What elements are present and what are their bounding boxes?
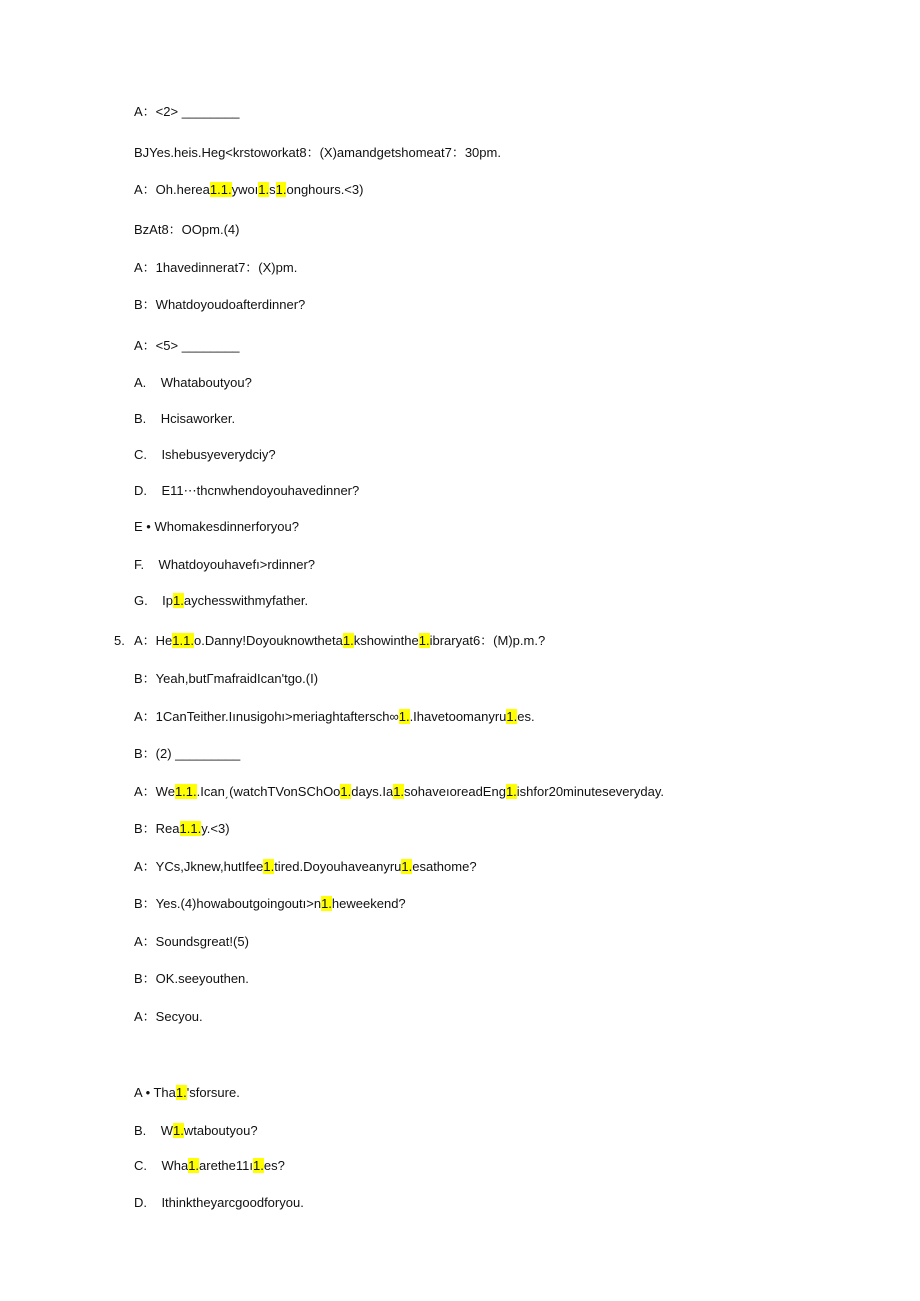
text-line	[134, 821, 230, 837]
highlighted-text: 1.1.	[172, 633, 194, 648]
highlighted-text: 1.	[418, 633, 430, 648]
text-segment: C. Wha	[134, 1158, 189, 1173]
text-segment: A：Soundsgreat!(5)	[134, 934, 249, 949]
highlighted-text: 1.1.	[174, 784, 197, 799]
text-line	[134, 447, 276, 463]
text-segment: heweekend?	[331, 896, 406, 911]
text-segment: D. Ithinktheyarcgoodforyou.	[134, 1195, 304, 1210]
text-line	[134, 971, 249, 987]
text-segment: B. W	[134, 1123, 173, 1138]
text-segment: wtaboutyou?	[183, 1123, 258, 1138]
highlighted-text: 1.	[263, 859, 275, 874]
text-segment: onghours.<3)	[286, 182, 364, 197]
text-line	[134, 338, 240, 354]
text-segment: o.Danny!Doyouknowtheta	[193, 633, 343, 648]
text-segment: sohaveıoreadEng	[404, 784, 506, 799]
text-segment: kshowinthe	[353, 633, 419, 648]
text-segment: aychesswithmyfather.	[183, 593, 309, 608]
text-segment: esathome?	[412, 859, 477, 874]
text-line	[134, 182, 363, 198]
text-segment: 'sforsure.	[186, 1085, 240, 1100]
highlighted-text: 1.	[506, 709, 518, 724]
text-segment: A：YCs,Jknew,hutIfee	[134, 859, 264, 874]
text-line	[134, 297, 305, 313]
highlighted-text: 1.	[393, 784, 405, 799]
text-segment: ibraryat6：(M)p.m.?	[429, 633, 546, 648]
text-line	[134, 222, 239, 238]
text-line	[134, 709, 535, 725]
text-segment: C. Ishebusyeverydciy?	[134, 447, 276, 462]
highlighted-text: 1.	[173, 1123, 184, 1138]
question-number: 5.	[114, 633, 125, 648]
highlighted-text: 1.1.	[179, 821, 202, 836]
highlighted-text: 1.	[275, 182, 287, 197]
text-segment: A：1havedinnerat7：(X)pm.	[134, 260, 298, 275]
text-line	[134, 1158, 285, 1174]
text-segment: .Ihavetoomanyru	[409, 709, 507, 724]
text-segment: D. E11⋯thcnwhendoyouhavedinner?	[134, 483, 360, 498]
text-line	[134, 104, 240, 120]
text-segment: ywoı	[231, 182, 259, 197]
text-segment: B：Whatdoyoudoafterdinner?	[134, 297, 306, 312]
text-segment: A：<5> ________	[134, 338, 240, 353]
highlighted-text: 1.	[175, 1085, 187, 1100]
text-segment: A：We	[134, 784, 175, 799]
highlighted-text: 1.	[342, 633, 354, 648]
text-segment: A：<2> ________	[134, 104, 240, 119]
text-segment: s	[269, 182, 276, 197]
text-segment: BJYes.heis.Heg<krstoworkat8：(X)amandgetshomeat7：30pm.	[134, 145, 501, 160]
text-line	[134, 145, 501, 161]
text-segment: y.<3)	[201, 821, 230, 836]
text-segment: tired.Doyouhaveanyru	[274, 859, 402, 874]
highlighted-text: 1.	[253, 1158, 264, 1173]
highlighted-text: 1.	[340, 784, 352, 799]
text-segment: A：Oh.herea	[134, 182, 210, 197]
text-line	[134, 746, 240, 762]
text-line	[134, 375, 252, 391]
text-segment: E • Whomakesdinnerforyou?	[134, 519, 299, 534]
text-line	[134, 1195, 304, 1211]
text-segment: arethe11ı	[199, 1158, 253, 1173]
text-line	[134, 519, 299, 535]
text-segment: A：Secyou.	[134, 1009, 203, 1024]
text-segment: es?	[263, 1158, 285, 1173]
text-line	[134, 411, 235, 427]
text-line	[134, 934, 249, 950]
text-segment: B：Rea	[134, 821, 180, 836]
text-segment: A • Tha	[134, 1085, 176, 1100]
text-line	[134, 260, 297, 276]
text-segment: B：(2) _________	[134, 746, 241, 761]
highlighted-text: 1.	[258, 182, 270, 197]
text-segment: G. Ip	[134, 593, 174, 608]
text-segment: BzAt8：OOpm.(4)	[134, 222, 240, 237]
text-line	[134, 593, 308, 609]
highlighted-text: 1.1.	[209, 182, 232, 197]
text-segment: B. Hcisaworker.	[134, 411, 236, 426]
text-segment: ishfor20minuteseveryday.	[516, 784, 664, 799]
text-line	[134, 1085, 240, 1101]
text-line	[134, 1009, 203, 1025]
highlighted-text: 1.	[398, 709, 410, 724]
highlighted-text: 1.	[505, 784, 517, 799]
highlighted-text: 1.	[321, 896, 332, 911]
highlighted-text: 1.	[401, 859, 413, 874]
text-line	[134, 671, 318, 687]
text-segment: B：Yeah,butΓmafraidIcan'tgo.(I)	[134, 671, 319, 686]
text-line	[134, 784, 664, 800]
text-segment: days.Ia	[351, 784, 394, 799]
highlighted-text: 1.	[188, 1158, 200, 1173]
text-line	[134, 483, 359, 499]
text-line	[134, 633, 545, 649]
text-line	[134, 1123, 258, 1139]
text-line	[134, 896, 406, 912]
text-segment: A：He	[134, 633, 173, 648]
text-segment: A：1CanTeither.Iınusigohı>meriaghtaftersch∞	[134, 709, 399, 724]
text-segment: A. Whataboutyou?	[134, 375, 252, 390]
text-line	[134, 859, 477, 875]
text-line	[134, 557, 315, 573]
text-segment: .Ican͵(watchTVonSChOo	[196, 784, 341, 799]
highlighted-text: 1.	[173, 593, 184, 608]
text-segment: F. Whatdoyouhavefı>rdinner?	[134, 557, 316, 572]
text-segment: B：OK.seeyouthen.	[134, 971, 249, 986]
text-segment: es.	[517, 709, 535, 724]
text-segment: B：Yes.(4)howaboutgoingoutı>n	[134, 896, 322, 911]
